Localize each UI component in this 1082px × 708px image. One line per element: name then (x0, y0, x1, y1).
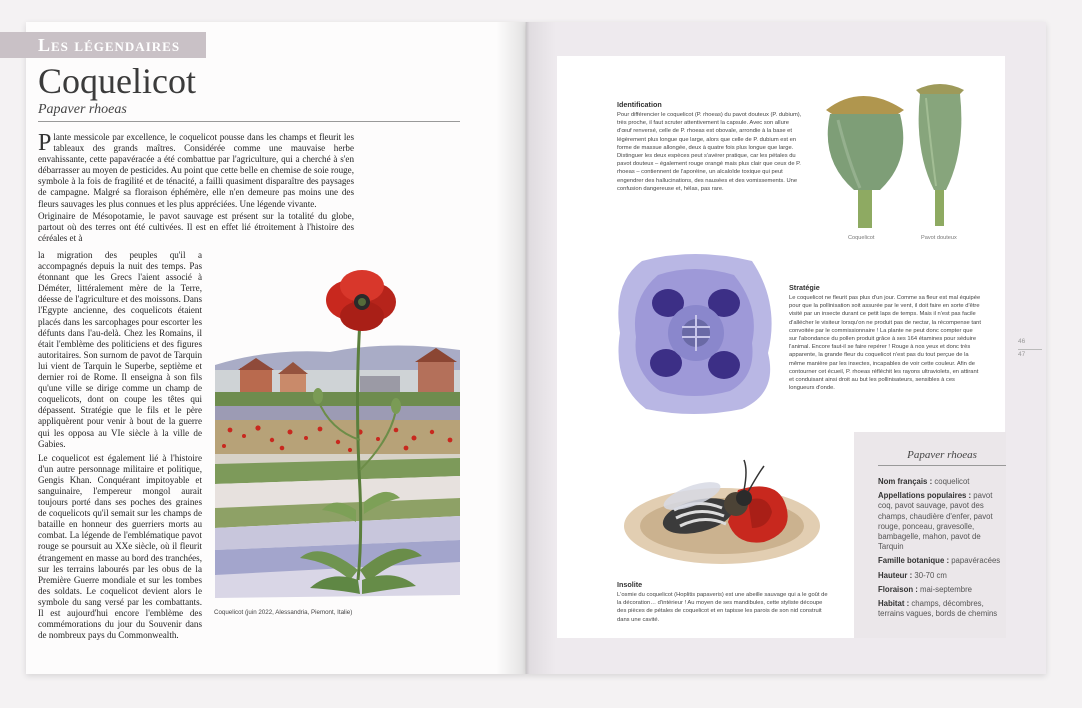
paragraph-3: Le coquelicot est également lié à l'histoire d'un autre personnage militaire et politique, Gengis Khan. Conquérant impitoyable et sanguinaire, l'empereur mongol aurait toujours porté dans ses poches des graines de coquelicots qu'il semait sur les champs de bataille en honneur des guerriers morts au combat. La légende de l'emblématique pavot rouge se poursuit au XXe siècle, où il fleurit étrangement en masse au bord des tranchées, sur les terrains labourés par les obus de la Première Guerre mondiale et sur les tombes des soldats. Le coquelicot devient alors le symbole du sang versé par les combattants. Il est aujourd'hui encore l'emblème des commémorations du jour du Souvenir dans de nombreux pays du Commonwealth. (38, 452, 202, 641)
bee-illustration (618, 450, 828, 572)
intro-text: lante messicole par excellence, le coquelicot pousse dans les champs et fleurit les tableaux des grands maîtres. Considérée comme une mauvaise herbe envahissante, cette papavéracée a été combattue par l'agriculture, qui a cherché à s'en débarrasser au moyen de pesticides. Au point que cette belle en chemise de soie rouge, symbole à la fois de fragilité et de ténacité, a failli quasiment disparaître des paysages de campagne. Malgré sa floraison éphémère, elle n'en demeure pas moins une des fleurs sauvages les plus connues et les plus appréciées. Une légende vivante. (38, 132, 354, 209)
poppy-flower (326, 270, 396, 331)
info-row-floraison: Floraison : mai-septembre (878, 584, 973, 594)
strategie-text: Le coquelicot ne fleurit pas plus d'un jour. Comme sa fleur est mal équipée pour que la pollinisation soit assurée par le vent, il doit faire en sorte d'être visité par un insecte durant ce petit laps de temps. Mais il n'est pas facile d'allécher le visiteur lorsqu'on ne produit pas de nectar, la récompense tant convoitée par le commissionnaire ! La plante ne peut donc compter que sur l'abondance du pollen produit grâce à ses 164 étamines pour séduire l'animal. Encore faut-il se faire repérer ! Rouge à nos yeux et donc très apparente, la grande fleur du coquelicot n'est pas du tout perçue de la même manière par les insectes, incapables de voir cette couleur. Afin de contourner cet écueil, P. rhoeas réfléchit les rayons ultraviolets, en attirant et conduisant ainsi droit au but les pollinisateurs, sensibles à ces longueurs d'onde. (789, 295, 982, 392)
insolite-heading: Insolite (617, 580, 643, 589)
info-box-title: Papaver rhoeas (907, 449, 977, 461)
info-box-rule (878, 465, 1006, 466)
identification-text: Pour différencier le coquelicot (P. rhoeas) du pavot douteux (P. dubium), très proche, il faut scruter attentivement la capsule. Avec son allure d'œuf renversé, celle de P. rhoeas est obovale, arrondie à la base et légèrement plus longue que large, alors que celle de P. dubium est en forme de massue allongée, deux à quatre fois plus longue que large. Distinguer les deux espèces peut s'avérer pratique, car les pétales du pavot douteux – également rouge orangé mais plus clair que ceux de P. rhoeas – contiennent de l'aporéine, un alcaloïde toxique qui peut engendrer des hallucinations, des nausées et des vomissements. Une confusion dangereuse et, hélas, pas rare. (617, 112, 802, 192)
capsule-caption-coquelicot: Coquelicot (848, 235, 875, 241)
paragraph-2-column: la migration des peuples qu'il a accompagnés depuis la nuit des temps. Pas étonnant que les Grecs l'aient associé à Déméter, littéralement mère de la Terre, déesse de l'agriculture et des moissons. Dans l'Egypte ancienne, des coquelicots étaient placés dans les sarcophages pour escorter les défunts dans l'au-delà. Chez les Romains, il était l'emblème des politiciens et des figures autoritaires. Son surnom de pavot de Tarquin lui vient de Tarquin le Superbe, septième et dernier roi de Rome. Il enseigna à son fils qu'une ville se dirige comme un champ de coquelicots, dont on coupe les têtes qui dépassent. Stratégie que le fils et le père appliquèrent pour venir à bout de la guerre qui les opposa au VIe siècle à la ville de Gabies. (38, 250, 202, 449)
uv-flower-illustration (612, 253, 777, 415)
strategie-heading: Stratégie (789, 283, 820, 292)
intro-text-block (38, 132, 354, 245)
page-number-right: 47 (1018, 351, 1026, 358)
insolite-text: L'osmie du coquelicot (Hoplitis papaveris) est une abeille sauvage qui a le goût de la décoration… d'intérieur ! Au moyen de ses mandibules, cette styliste découpe des pièces de pétales de coquelicot et en tapisse les parois de son nid construit dans une cavité. (617, 592, 828, 623)
info-row-habitat: Habitat : champs, décombres, terrains vagues, bords de chemins (878, 599, 998, 619)
paragraph-2-full: Originaire de Mésopotamie, le pavot sauvage est présent sur la totalité du globe, partout où des terres ont été cultivées. Il est en effet lié étroitement à l'histoire des céréales et à (38, 210, 354, 243)
dubium-capsule-illustration (916, 84, 964, 226)
info-row-famille: Famille botanique : papavéracées (878, 556, 1001, 566)
poppy-capsule-illustration (826, 96, 904, 228)
intro-paragraph (38, 132, 354, 210)
dropcap: P (38, 130, 52, 156)
info-row-hauteur: Hauteur : 30-70 cm (878, 570, 947, 580)
capsules-illustration (818, 80, 978, 230)
capsule-caption-dubium: Pavot douteux (921, 235, 957, 241)
poppy-illustration (210, 240, 460, 602)
info-row-appellations: Appellations populaires : pavot coq, pavot sauvage, pavot des champs, chaudière d'enfer, pavot rouge, ponceau, gravesolle, bambagelle, mahon, pavot de Tarquin (878, 491, 993, 552)
illustration-caption: Coquelicot (juin 2022, Alessandria, Piemont, Italie) (214, 609, 353, 616)
column-text-block (38, 250, 202, 642)
section-label: Les légendaires (0, 32, 206, 58)
info-box-list (878, 477, 1002, 623)
info-row-nom: Nom français : coquelicot (878, 477, 970, 486)
page-number-left: 46 (1018, 338, 1026, 345)
identification-heading: Identification (617, 100, 662, 109)
title-rule (38, 121, 460, 122)
page-subtitle: Papaver rhoeas (38, 102, 127, 117)
page-title: Coquelicot (38, 61, 196, 101)
page-number-rule (1018, 349, 1042, 350)
